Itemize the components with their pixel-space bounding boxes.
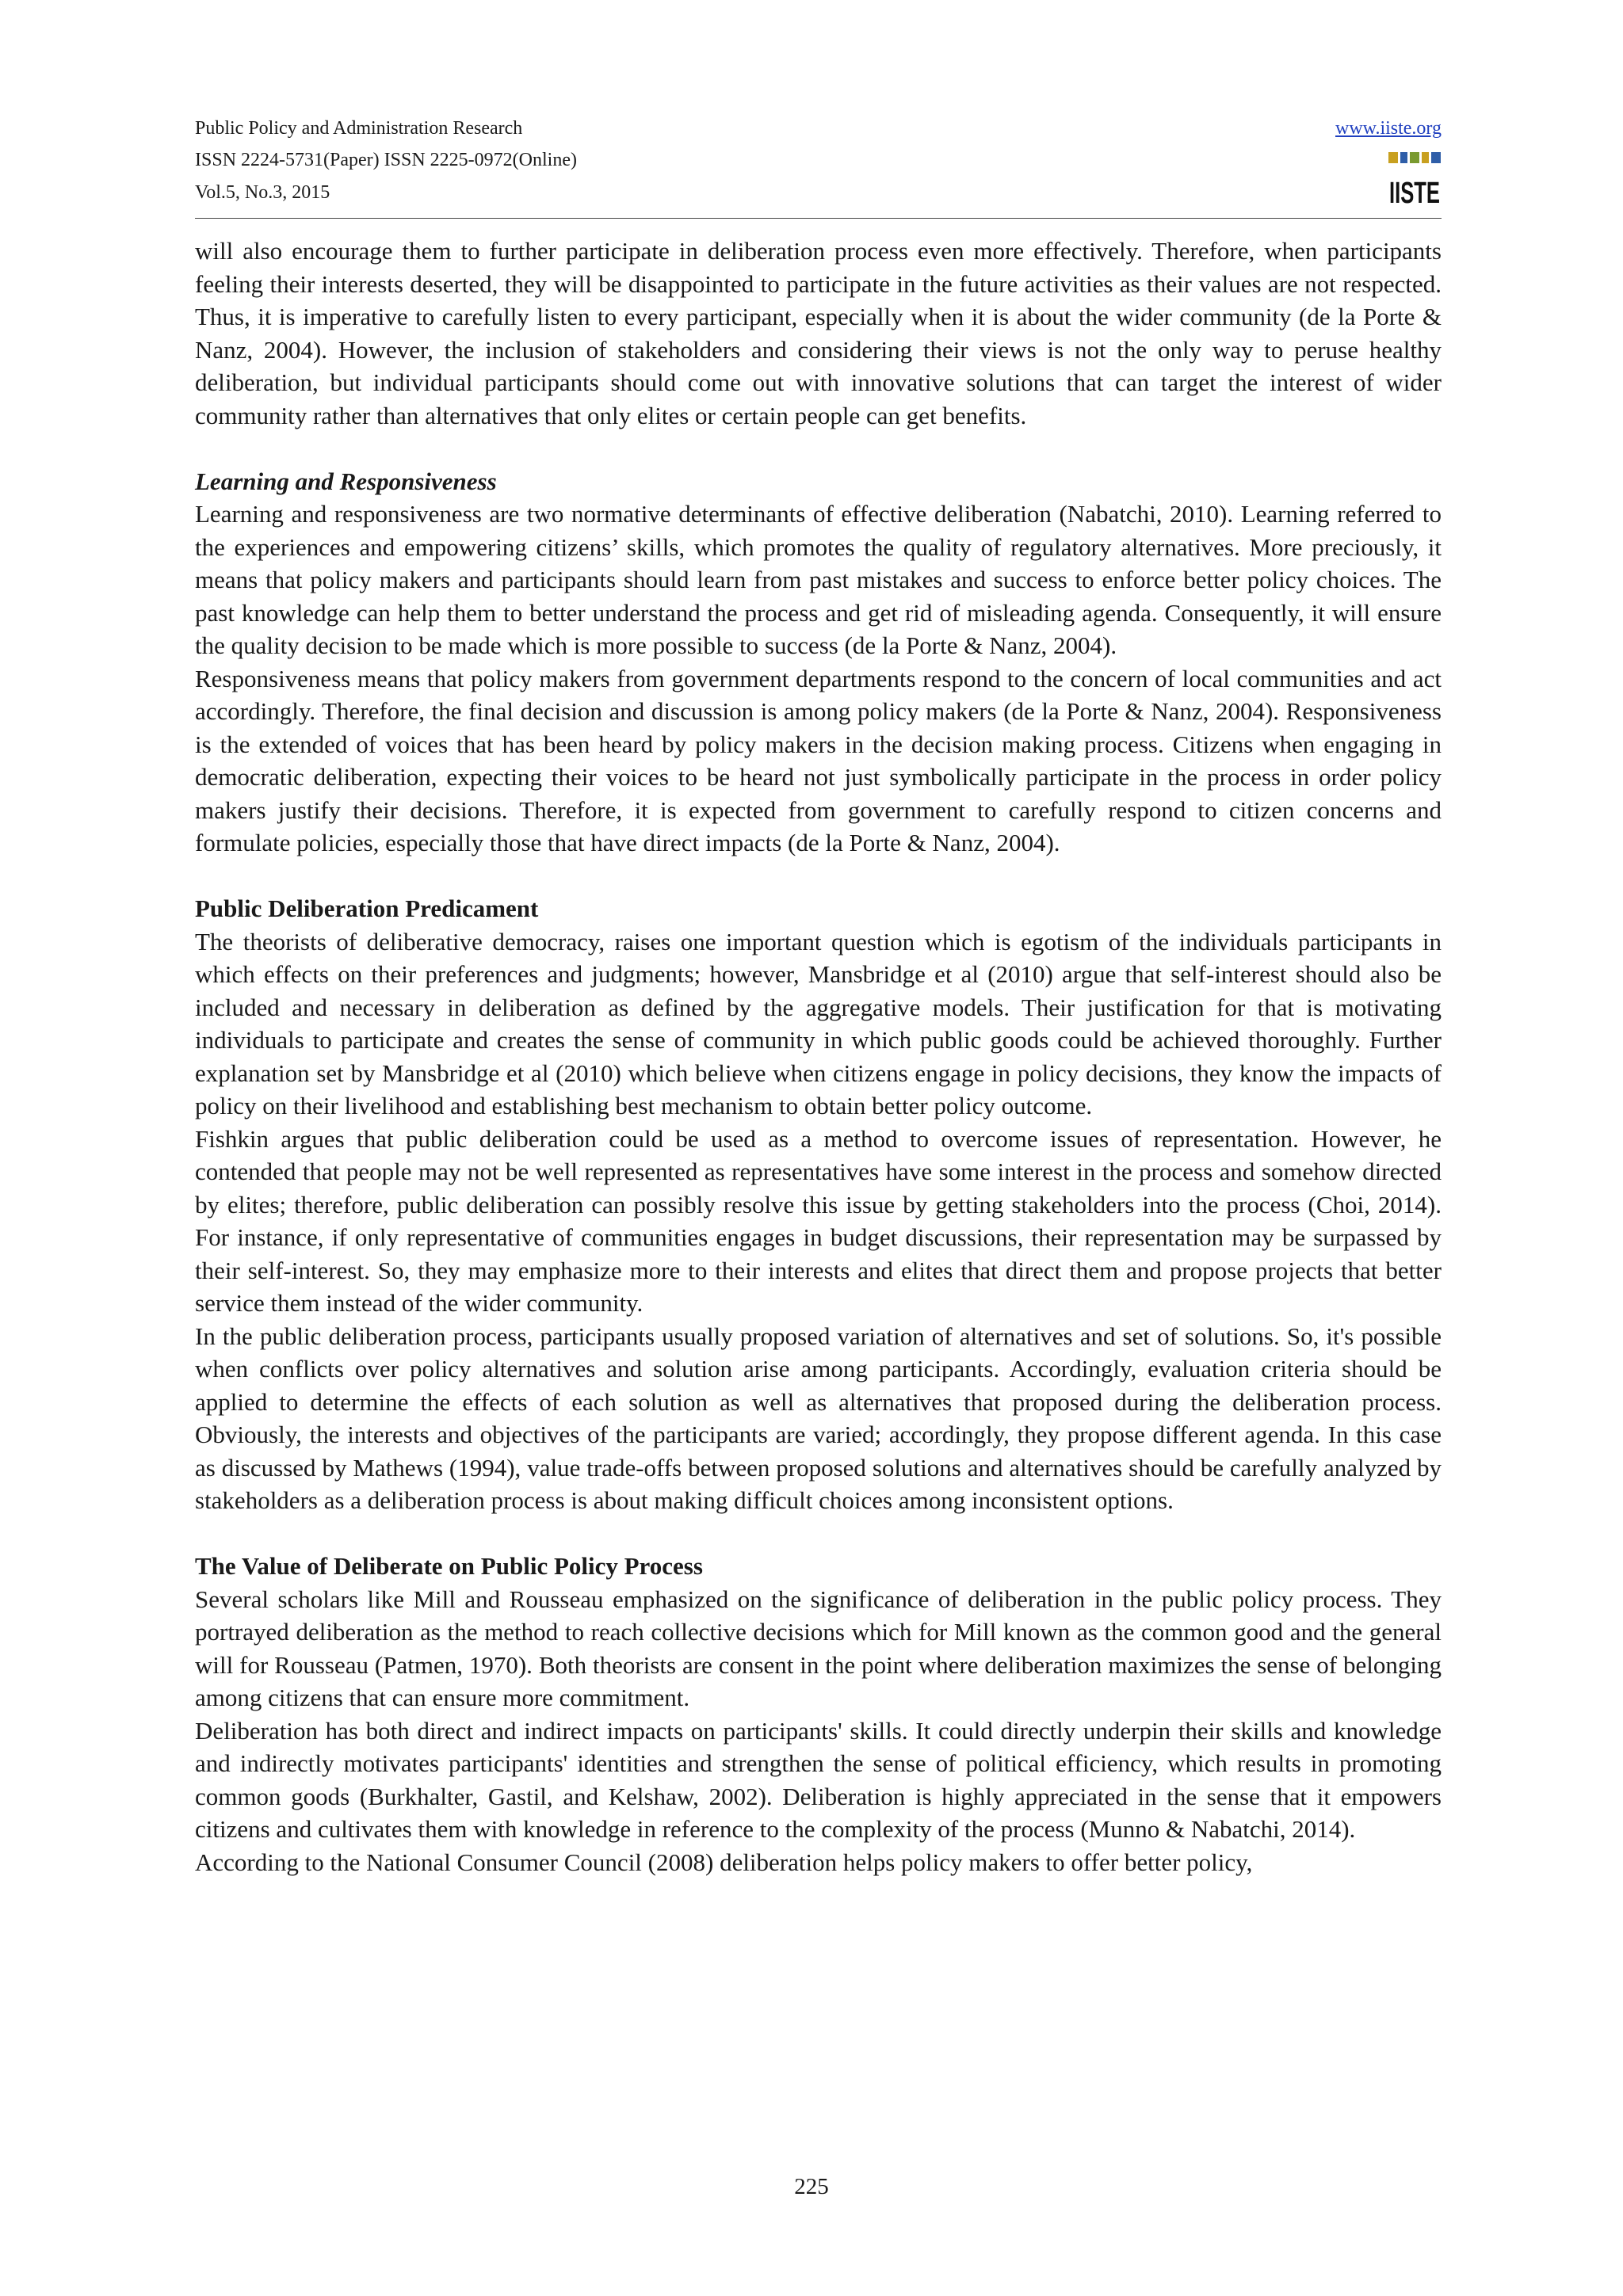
volume-line: Vol.5, No.3, 2015 [195, 182, 330, 203]
logo-bar [1422, 152, 1429, 163]
body-paragraph: Several scholars like Mill and Rousseau emphasized on the significance of deliberation in the public policy process. They portrayed deliberation as the method to reach collective decisions which for Mill known as the common good and the general will for Rousseau (Patmen, 1970). Both theorists are consent in the point where deliberation maximizes the sense of belonging among citizens that can ensure more commitment. [195, 1585, 1442, 1711]
section-heading-predicament: Public Deliberation Predicament [195, 894, 539, 922]
body-paragraph: Learning and responsiveness are two normative determinants of effective deliberation (Nabatchi, 2010). Learning referred to the experiences and empowering citizens’ skills, which promotes the quality of regulatory alternatives. More preciously, it means that policy makers and participants should learn from past mistakes and success to enforce better policy choices. The past knowledge can help them to better understand the process and get rid of misleading agenda. Consequently, it will ensure the quality decision to be made which is more possible to success (de la Porte & Nanz, 2004). [195, 500, 1442, 659]
issn-line: ISSN 2224-5731(Paper) ISSN 2225-0972(Online) [195, 150, 577, 170]
header-divider [195, 218, 1442, 219]
iiste-logo [1388, 151, 1441, 210]
body-paragraph: Fishkin argues that public deliberation could be used as a method to overcome issues of representation. However, he contended that people may not be well represented as representatives have some interest in the process and somehow directed by elites; therefore, public deliberation can possibly resolve this issue by getting stakeholders into the process (Choi, 2014). For instance, if only representative of communities engages in budget discussions, their representation may be surpassed by their self-interest. So, they may emphasize more to their interests and elites that direct them and propose projects that better service them instead of the wider community. [195, 1124, 1442, 1317]
body-paragraph: Responsiveness means that policy makers from government departments respond to the concern of local communities and act accordingly. Therefore, the final decision and discussion is among policy makers (de la Porte & Nanz, 2004). Responsiveness is the extended of voices that has been heard by policy makers in the decision making process. Citizens when engaging in democratic deliberation, expecting their voices to be heard not just symbolically participate in the process in order policy makers justify their decisions. Therefore, it is expected from government to carefully respond to citizen concerns and formulate policies, especially those that have direct impacts (de la Porte & Nanz, 2004). [195, 664, 1442, 856]
body-paragraph: The theorists of deliberative democracy, raises one important question which is egotism of the individuals participants in which effects on their preferences and judgments; however, Mansbridge et al (2010) argue that self-interest should also be included and necessary in deliberation as defined by the aggregative models. Their justification for that is motivating individuals to participate and creates the sense of community in which public goods could be achieved thoroughly. Further explanation set by Mansbridge et al (2010) which believe when citizens engage in policy decisions, they know the impacts of policy on their livelihood and establishing best mechanism to obtain better policy outcome. [195, 927, 1442, 1119]
body-paragraph: According to the National Consumer Council (2008) deliberation helps policy makers to offer better policy, [195, 1848, 1253, 1876]
logo-bar [1388, 152, 1398, 163]
logo-bar [1400, 152, 1407, 163]
body-paragraph: In the public deliberation process, participants usually proposed variation of alternatives and set of solutions. So, it's possible when conflicts over policy alternatives and solution arise among participants. Accordingly, evaluation criteria should be applied to determine the effects of each solution as well as alternatives that proposed during the deliberation process. Obviously, the interests and objectives of the participants are varied; accordingly, they propose different agenda. In this case as discussed by Mathews (1994), value trade-offs between proposed solutions and alternatives should be carefully analyzed by stakeholders as a deliberation process is about making difficult choices among inconsistent options. [195, 1322, 1442, 1514]
journal-url-link[interactable]: www.iiste.org [1335, 118, 1442, 139]
journal-title: Public Policy and Administration Research [195, 118, 523, 139]
article-body [195, 235, 1442, 1878]
logo-bar [1431, 152, 1441, 163]
paragraph-gap [195, 1517, 1442, 1550]
logo-bar [1410, 152, 1419, 163]
page-number: 225 [794, 2174, 829, 2199]
paragraph-gap [195, 432, 1442, 465]
body-paragraph: will also encourage them to further participate in deliberation process even more effectively. Therefore, when participants feeling their interests deserted, they will be disappointed to participate in the future activities as their values are not respected. Thus, it is imperative to carefully listen to every participant, especially when it is about the wider community (de la Porte & Nanz, 2004). However, the inclusion of stakeholders and considering their views is not the only way to peruse healthy deliberation, but individual participants should come out with innovative solutions that can target the interest of wider community rather than alternatives that only elites or certain people can get benefits. [195, 237, 1442, 429]
logo-text: IISTE [1389, 177, 1440, 210]
section-heading-learning: Learning and Responsiveness [195, 467, 497, 495]
paragraph-gap [195, 860, 1442, 893]
body-paragraph: Deliberation has both direct and indirect impacts on participants' skills. It could directly underpin their skills and knowledge and indirectly motivates participants' identities and strengthen the sense of political efficiency, which results in promoting common goods (Burkhalter, Gastil, and Kelshaw, 2002). Deliberation is highly appreciated in the sense that it empowers citizens and cultivates them with knowledge in reference to the complexity of the process (Munno & Nabatchi, 2014). [195, 1716, 1442, 1843]
section-heading-value: The Value of Deliberate on Public Policy Process [195, 1552, 703, 1580]
